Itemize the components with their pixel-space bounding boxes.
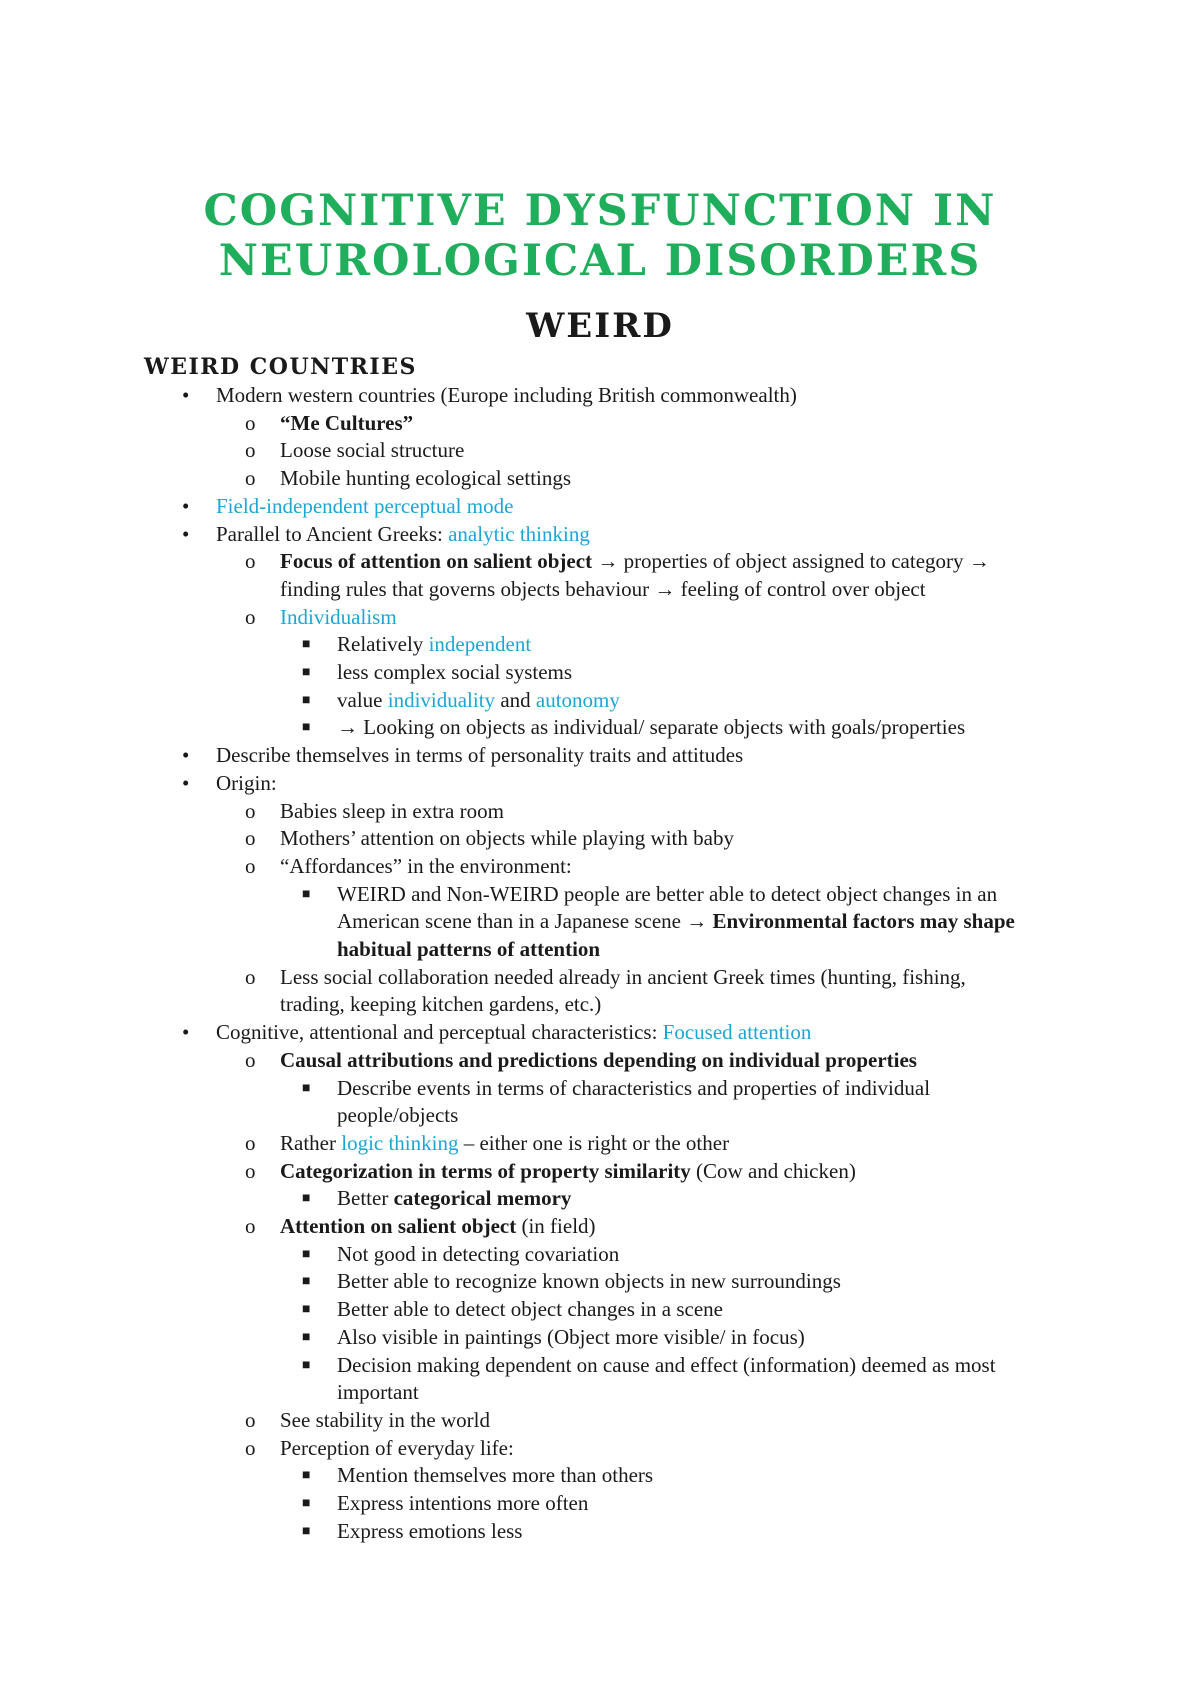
list-item: Field-independent perceptual mode (216, 493, 514, 518)
list-item: Better able to recognize known objects in new surroundings (337, 1269, 841, 1294)
bullet-marker: o (245, 410, 256, 435)
arrow-icon: → (654, 576, 676, 601)
bullet-marker: ■ (302, 720, 311, 736)
list-item: Better able to detect object changes in a scene (337, 1297, 723, 1322)
arrow-icon: → (597, 549, 619, 574)
list-item-continued: habitual patterns of attention (337, 937, 601, 961)
bullet-marker: o (245, 466, 256, 491)
bullet-marker: o (245, 853, 256, 878)
arrow-icon: → (968, 549, 990, 574)
bullet-marker: ■ (302, 637, 311, 653)
bullet-marker: o (245, 1130, 256, 1155)
list-item: See stability in the world (280, 1407, 490, 1432)
bullet-marker: ■ (302, 665, 311, 680)
list-item: Relatively independent (337, 632, 532, 657)
list-item: Mothers’ attention on objects while playing with baby (280, 826, 734, 851)
list-item-continued: American scene than in a Japanese scene → Environmental factors may shape (337, 909, 1015, 934)
list-item: Less social collaboration needed already in ancient Greek times (hunting, fishing, (280, 964, 966, 989)
list-item: Categorization in terms of property similarity (Cow and chicken) (280, 1158, 856, 1183)
list-item: Loose social structure (280, 438, 465, 463)
list-item: Not good in detecting covariation (337, 1241, 620, 1266)
list-item-continued: important (337, 1380, 419, 1405)
list-item: Rather logic thinking – either one is right or the other (280, 1130, 730, 1155)
bullet-marker: ■ (302, 1246, 311, 1262)
bullet-marker: o (245, 438, 256, 463)
bullet-marker: ■ (302, 886, 311, 902)
bullet-marker: ■ (302, 1191, 311, 1207)
list-item: Focus of attention on salient object → properties of object assigned to category → (280, 549, 990, 574)
bullet-marker: o (245, 1047, 256, 1072)
bullet-marker: o (245, 826, 256, 851)
bullet-marker: o (245, 964, 256, 989)
list-item: Express intentions more often (337, 1491, 589, 1515)
list-item: “Affordances” in the environment: (280, 853, 572, 878)
list-item: less complex social systems (337, 660, 573, 684)
bullet-marker: ■ (302, 1468, 311, 1484)
list-item-continued: trading, keeping kitchen gardens, etc.) (280, 992, 602, 1017)
list-item: Also visible in paintings (Object more visible/ in focus) (337, 1324, 805, 1349)
document-title (0, 186, 1200, 286)
bullet-marker: • (182, 770, 190, 795)
list-item: Decision making dependent on cause and effect (information) deemed as most (337, 1352, 996, 1377)
bullet-marker: o (245, 1435, 256, 1460)
bullet-marker: o (245, 798, 256, 823)
bullet-marker: ■ (302, 1274, 311, 1290)
list-item: Parallel to Ancient Greeks: analytic thinking (216, 521, 590, 546)
list-item: Express emotions less (337, 1518, 523, 1543)
bullet-marker: ■ (302, 692, 311, 708)
list-item: Modern western countries (Europe including British commonwealth) (216, 383, 797, 407)
list-item: Describe events in terms of characteristics and properties of individual (337, 1075, 931, 1100)
bullet-marker: o (245, 1214, 256, 1238)
title-line-2: NEUROLOGICAL DISORDERS (218, 236, 982, 286)
bullet-marker: ■ (302, 1080, 311, 1096)
bullet-marker: • (182, 743, 190, 768)
list-item: “Me Cultures” (280, 410, 414, 435)
list-item: Mobile hunting ecological settings (280, 466, 572, 491)
list-item: WEIRD and Non-WEIRD people are better able to detect object changes in an (337, 881, 998, 906)
list-item-continued: people/objects (337, 1103, 459, 1128)
list-item: value individuality and autonomy (337, 687, 620, 712)
list-item: Better categorical memory (337, 1186, 572, 1211)
title-line-1: COGNITIVE DYSFUNCTION IN (203, 186, 997, 236)
bullet-marker: o (245, 549, 256, 574)
list-item: Mention themselves more than others (337, 1463, 654, 1488)
list-item-continued: finding rules that governs objects behaviour → feeling of control over object (280, 576, 926, 601)
list-item: Causal attributions and predictions depending on individual properties (280, 1047, 917, 1072)
arrow-icon: → (686, 909, 708, 934)
bullet-marker: • (182, 521, 190, 546)
section-heading: WEIRD (526, 306, 674, 346)
bullet-marker: o (245, 1158, 256, 1183)
list-item: Babies sleep in extra room (280, 798, 504, 823)
bullet-marker: • (182, 1020, 190, 1045)
bullet-marker: o (245, 1407, 256, 1432)
list-item: Perception of everyday life: (280, 1435, 514, 1460)
bullet-marker: • (182, 383, 190, 407)
bullet-marker: o (245, 604, 256, 629)
arrow-icon: → (337, 715, 358, 740)
bullet-marker: ■ (302, 1357, 311, 1373)
list-item: Individualism (280, 604, 397, 629)
list-item: Origin: (216, 770, 277, 795)
subsection-heading: WEIRD COUNTRIES (144, 354, 417, 380)
bullet-marker: ■ (302, 1302, 311, 1318)
list-item: Describe themselves in terms of personality traits and attitudes (216, 743, 744, 768)
bullet-marker: ■ (302, 1523, 311, 1539)
list-item: Attention on salient object (in field) (280, 1214, 596, 1238)
bullet-marker: ■ (302, 1329, 311, 1345)
list-item: Cognitive, attentional and perceptual characteristics: Focused attention (216, 1020, 812, 1045)
bullet-marker: • (182, 493, 190, 518)
bullet-marker: ■ (302, 1496, 311, 1511)
list-item: → Looking on objects as individual/ separate objects with goals/properties (337, 715, 966, 740)
